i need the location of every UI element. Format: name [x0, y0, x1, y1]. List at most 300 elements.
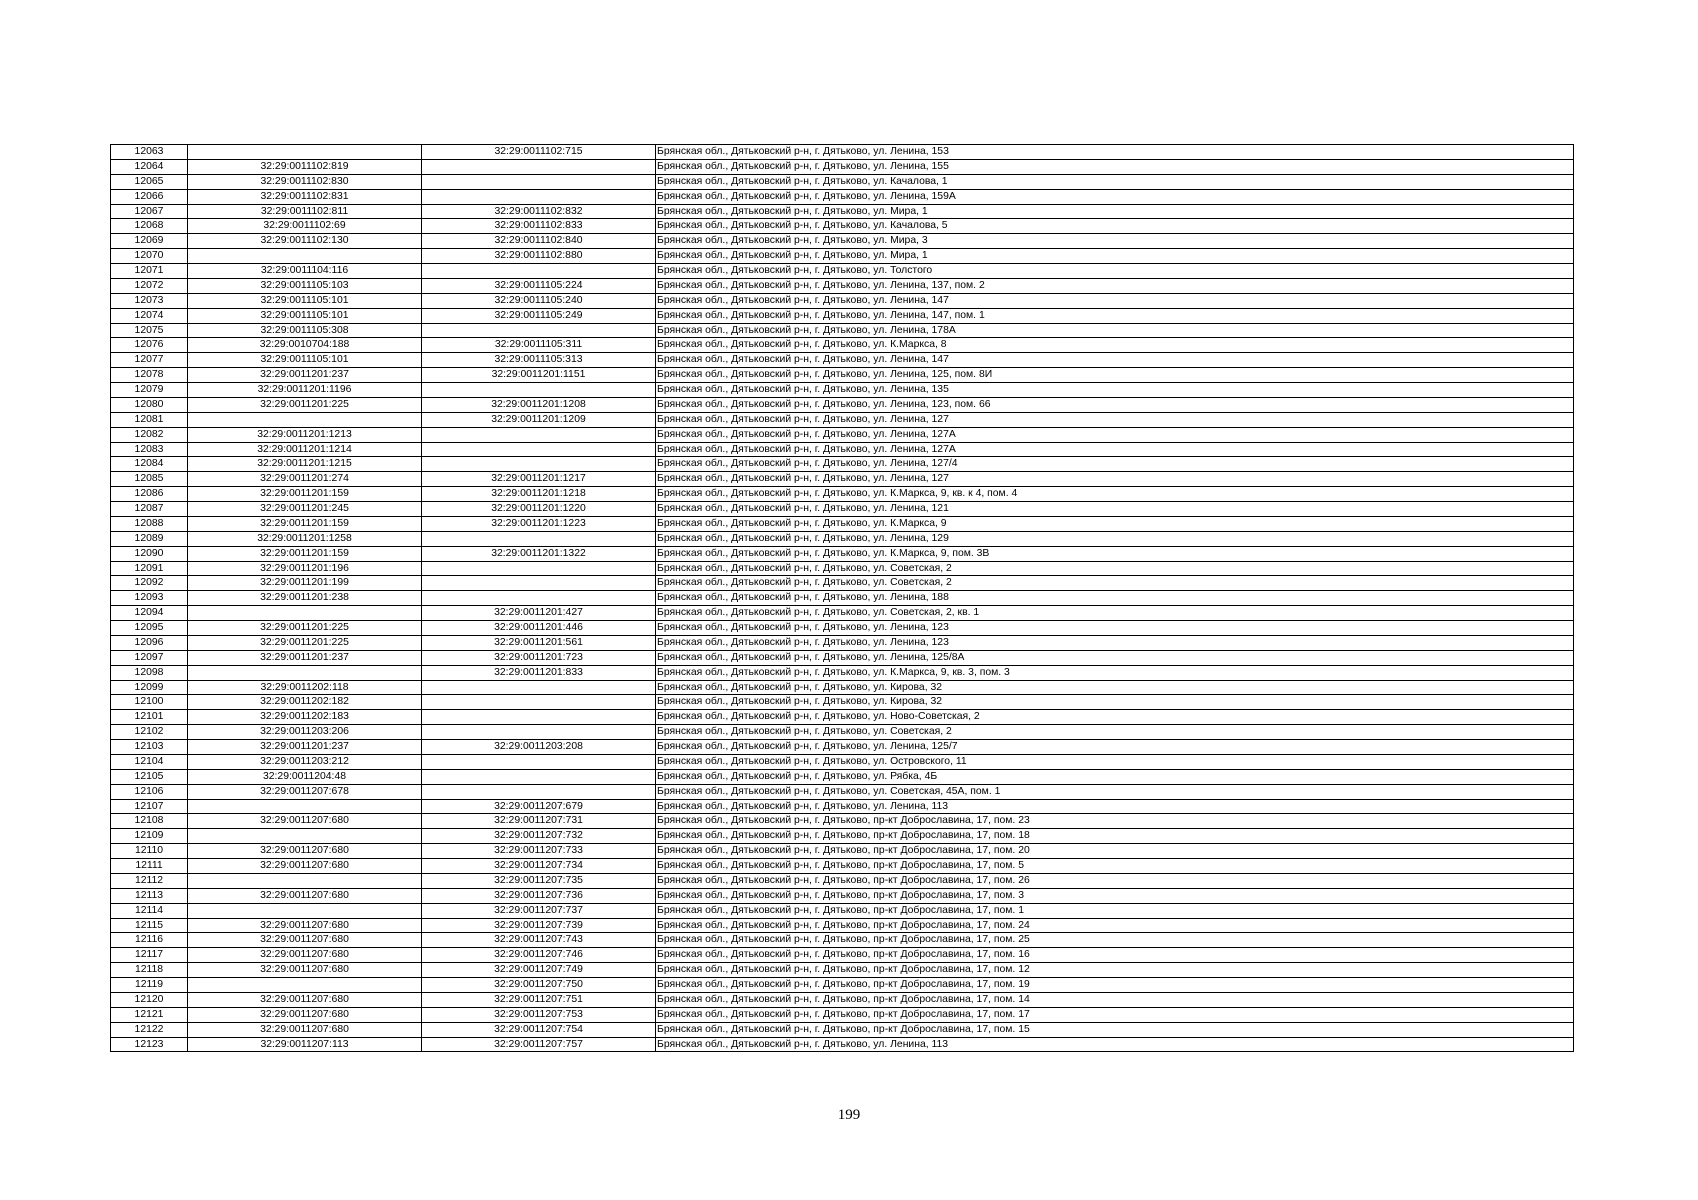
address-cell: Брянская обл., Дятьковский р-н, г. Дятьково, пр-кт Доброславина, 17, пом. 16	[656, 948, 1574, 963]
row-number-cell: 12089	[111, 531, 188, 546]
table-row	[111, 918, 1574, 933]
object-cadastral-number-cell: 32:29:0011201:833	[422, 665, 656, 680]
address-cell: Брянская обл., Дятьковский р-н, г. Дятьково, ул. Кирова, 32	[656, 680, 1574, 695]
cadastral-number-cell: 32:29:0011201:225	[188, 621, 422, 636]
row-number-cell: 12087	[111, 502, 188, 517]
address-cell: Брянская обл., Дятьковский р-н, г. Дятьково, пр-кт Доброславина, 17, пом. 3	[656, 888, 1574, 903]
cadastral-number-cell: 32:29:0011105:103	[188, 278, 422, 293]
table-row	[111, 249, 1574, 264]
table-row	[111, 1022, 1574, 1037]
address-cell: Брянская обл., Дятьковский р-н, г. Дятьково, ул. Кирова, 32	[656, 695, 1574, 710]
cadastral-number-cell: 32:29:0011207:680	[188, 948, 422, 963]
address-cell: Брянская обл., Дятьковский р-н, г. Дятьково, ул. Советская, 2, кв. 1	[656, 606, 1574, 621]
cadastral-number-cell	[188, 829, 422, 844]
table-row	[111, 948, 1574, 963]
row-number-cell: 12101	[111, 710, 188, 725]
address-cell: Брянская обл., Дятьковский р-н, г. Дятьково, ул. Ленина, 127А	[656, 442, 1574, 457]
cadastral-number-cell: 32:29:0011201:237	[188, 368, 422, 383]
object-cadastral-number-cell: 32:29:0011201:1322	[422, 546, 656, 561]
cadastral-number-cell	[188, 145, 422, 160]
cadastral-number-cell: 32:29:0011203:206	[188, 725, 422, 740]
address-cell: Брянская обл., Дятьковский р-н, г. Дятьково, ул. Советская, 2	[656, 561, 1574, 576]
row-number-cell: 12099	[111, 680, 188, 695]
cadastral-number-cell: 32:29:0011105:101	[188, 353, 422, 368]
row-number-cell: 12071	[111, 264, 188, 279]
row-number-cell: 12102	[111, 725, 188, 740]
object-cadastral-number-cell: 32:29:0011207:732	[422, 829, 656, 844]
cadastral-number-cell: 32:29:0011207:680	[188, 814, 422, 829]
row-number-cell: 12116	[111, 933, 188, 948]
table-row	[111, 189, 1574, 204]
address-cell: Брянская обл., Дятьковский р-н, г. Дятьково, ул. Ленина, 153	[656, 145, 1574, 160]
page-number: 199	[837, 1107, 861, 1123]
object-cadastral-number-cell: 32:29:0011201:1208	[422, 397, 656, 412]
address-cell: Брянская обл., Дятьковский р-н, г. Дятьково, ул. Мира, 1	[656, 249, 1574, 264]
cadastral-number-cell: 32:29:0011201:1213	[188, 427, 422, 442]
table-row	[111, 531, 1574, 546]
table-row	[111, 665, 1574, 680]
address-cell: Брянская обл., Дятьковский р-н, г. Дятьково, ул. Ленина, 127	[656, 472, 1574, 487]
cadastral-number-cell: 32:29:0011202:118	[188, 680, 422, 695]
address-cell: Брянская обл., Дятьковский р-н, г. Дятьково, ул. Ново-Советская, 2	[656, 710, 1574, 725]
address-cell: Брянская обл., Дятьковский р-н, г. Дятьково, ул. Ленина, 135	[656, 383, 1574, 398]
cadastral-number-cell: 32:29:0011102:130	[188, 234, 422, 249]
cadastral-number-cell: 32:29:0011201:159	[188, 487, 422, 502]
object-cadastral-number-cell	[422, 784, 656, 799]
row-number-cell: 12067	[111, 204, 188, 219]
object-cadastral-number-cell: 32:29:0011102:840	[422, 234, 656, 249]
row-number-cell: 12070	[111, 249, 188, 264]
address-cell: Брянская обл., Дятьковский р-н, г. Дятьково, ул. Ленина, 129	[656, 531, 1574, 546]
table-row	[111, 457, 1574, 472]
object-cadastral-number-cell: 32:29:0011207:749	[422, 963, 656, 978]
object-cadastral-number-cell	[422, 680, 656, 695]
table-row	[111, 159, 1574, 174]
table-row	[111, 992, 1574, 1007]
object-cadastral-number-cell: 32:29:0011207:739	[422, 918, 656, 933]
object-cadastral-number-cell	[422, 725, 656, 740]
cadastral-number-cell: 32:29:0011207:680	[188, 844, 422, 859]
cadastral-number-cell: 32:29:0011201:245	[188, 502, 422, 517]
row-number-cell: 12120	[111, 992, 188, 1007]
object-cadastral-number-cell	[422, 710, 656, 725]
address-cell: Брянская обл., Дятьковский р-н, г. Дятьково, пр-кт Доброславина, 17, пом. 23	[656, 814, 1574, 829]
address-cell: Брянская обл., Дятьковский р-н, г. Дятьково, ул. К.Маркса, 9, кв. 3, пом. 3	[656, 665, 1574, 680]
row-number-cell: 12066	[111, 189, 188, 204]
table-row	[111, 591, 1574, 606]
table-row	[111, 546, 1574, 561]
cadastral-number-cell: 32:29:0011207:680	[188, 888, 422, 903]
cadastral-number-cell: 32:29:0011207:680	[188, 963, 422, 978]
table-row	[111, 769, 1574, 784]
table-row	[111, 278, 1574, 293]
cadastral-number-cell: 32:29:0011201:225	[188, 397, 422, 412]
address-cell: Брянская обл., Дятьковский р-н, г. Дятьково, ул. Ленина, 188	[656, 591, 1574, 606]
row-number-cell: 12105	[111, 769, 188, 784]
object-cadastral-number-cell: 32:29:0011201:1151	[422, 368, 656, 383]
address-cell: Брянская обл., Дятьковский р-н, г. Дятьково, ул. Ленина, 147	[656, 353, 1574, 368]
row-number-cell: 12094	[111, 606, 188, 621]
table-row	[111, 145, 1574, 160]
address-cell: Брянская обл., Дятьковский р-н, г. Дятьково, пр-кт Доброславина, 17, пом. 14	[656, 992, 1574, 1007]
object-cadastral-number-cell	[422, 442, 656, 457]
address-cell: Брянская обл., Дятьковский р-н, г. Дятьково, ул. Ленина, 127А	[656, 427, 1574, 442]
row-number-cell: 12091	[111, 561, 188, 576]
object-cadastral-number-cell: 32:29:0011201:1220	[422, 502, 656, 517]
table-row	[111, 561, 1574, 576]
table-row	[111, 472, 1574, 487]
object-cadastral-number-cell: 32:29:0011201:446	[422, 621, 656, 636]
cadastral-number-cell: 32:29:0011201:274	[188, 472, 422, 487]
row-number-cell: 12095	[111, 621, 188, 636]
object-cadastral-number-cell: 32:29:0011207:734	[422, 859, 656, 874]
row-number-cell: 12078	[111, 368, 188, 383]
row-number-cell: 12109	[111, 829, 188, 844]
table-row	[111, 903, 1574, 918]
cadastral-number-cell	[188, 412, 422, 427]
address-cell: Брянская обл., Дятьковский р-н, г. Дятьково, ул. Ленина, 125/8А	[656, 650, 1574, 665]
row-number-cell: 12068	[111, 219, 188, 234]
table-row	[111, 754, 1574, 769]
table-row	[111, 1037, 1574, 1052]
table-row	[111, 576, 1574, 591]
cadastral-number-cell: 32:29:0011201:159	[188, 516, 422, 531]
cadastral-number-cell: 32:29:0011102:831	[188, 189, 422, 204]
object-cadastral-number-cell	[422, 561, 656, 576]
cadastral-number-cell: 32:29:0011102:69	[188, 219, 422, 234]
address-cell: Брянская обл., Дятьковский р-н, г. Дятьково, пр-кт Доброславина, 17, пом. 24	[656, 918, 1574, 933]
table-row	[111, 338, 1574, 353]
address-cell: Брянская обл., Дятьковский р-н, г. Дятьково, ул. Островского, 11	[656, 754, 1574, 769]
table-row	[111, 650, 1574, 665]
table-row	[111, 963, 1574, 978]
cadastral-number-cell: 32:29:0010704:188	[188, 338, 422, 353]
object-cadastral-number-cell: 32:29:0011207:731	[422, 814, 656, 829]
table-row	[111, 695, 1574, 710]
object-cadastral-number-cell	[422, 591, 656, 606]
row-number-cell: 12108	[111, 814, 188, 829]
cadastral-number-cell: 32:29:0011201:196	[188, 561, 422, 576]
table-row	[111, 621, 1574, 636]
cadastral-number-cell	[188, 799, 422, 814]
row-number-cell: 12080	[111, 397, 188, 412]
object-cadastral-number-cell: 32:29:0011207:746	[422, 948, 656, 963]
address-cell: Брянская обл., Дятьковский р-н, г. Дятьково, пр-кт Доброславина, 17, пом. 12	[656, 963, 1574, 978]
table-row	[111, 725, 1574, 740]
address-cell: Брянская обл., Дятьковский р-н, г. Дятьково, ул. Толстого	[656, 264, 1574, 279]
table-row	[111, 933, 1574, 948]
table-row	[111, 427, 1574, 442]
cadastral-number-cell: 32:29:0011201:159	[188, 546, 422, 561]
table-row	[111, 710, 1574, 725]
row-number-cell: 12069	[111, 234, 188, 249]
address-cell: Брянская обл., Дятьковский р-н, г. Дятьково, ул. Ленина, 113	[656, 1037, 1574, 1052]
object-cadastral-number-cell	[422, 457, 656, 472]
table-row	[111, 680, 1574, 695]
table-row	[111, 234, 1574, 249]
table-row	[111, 323, 1574, 338]
object-cadastral-number-cell: 32:29:0011201:1218	[422, 487, 656, 502]
table-row	[111, 799, 1574, 814]
table-row	[111, 502, 1574, 517]
address-cell: Брянская обл., Дятьковский р-н, г. Дятьково, ул. Рябка, 4Б	[656, 769, 1574, 784]
address-cell: Брянская обл., Дятьковский р-н, г. Дятьково, ул. Советская, 45А, пом. 1	[656, 784, 1574, 799]
object-cadastral-number-cell: 32:29:0011207:753	[422, 1007, 656, 1022]
address-cell: Брянская обл., Дятьковский р-н, г. Дятьково, ул. Ленина, 127/4	[656, 457, 1574, 472]
table-row	[111, 353, 1574, 368]
cadastral-number-cell: 32:29:0011105:101	[188, 308, 422, 323]
cadastral-number-cell: 32:29:0011201:225	[188, 635, 422, 650]
table-row	[111, 829, 1574, 844]
object-cadastral-number-cell: 32:29:0011201:1209	[422, 412, 656, 427]
table-row	[111, 204, 1574, 219]
object-cadastral-number-cell	[422, 769, 656, 784]
address-cell: Брянская обл., Дятьковский р-н, г. Дятьково, ул. К.Маркса, 8	[656, 338, 1574, 353]
row-number-cell: 12104	[111, 754, 188, 769]
object-cadastral-number-cell	[422, 576, 656, 591]
row-number-cell: 12082	[111, 427, 188, 442]
address-cell: Брянская обл., Дятьковский р-н, г. Дятьково, пр-кт Доброславина, 17, пом. 19	[656, 978, 1574, 993]
object-cadastral-number-cell: 32:29:0011102:833	[422, 219, 656, 234]
address-cell: Брянская обл., Дятьковский р-н, г. Дятьково, пр-кт Доброславина, 17, пом. 1	[656, 903, 1574, 918]
object-cadastral-number-cell: 32:29:0011102:832	[422, 204, 656, 219]
object-cadastral-number-cell: 32:29:0011207:751	[422, 992, 656, 1007]
table-row	[111, 368, 1574, 383]
cadastral-number-cell	[188, 903, 422, 918]
object-cadastral-number-cell: 32:29:0011207:735	[422, 873, 656, 888]
cadastral-number-cell: 32:29:0011207:678	[188, 784, 422, 799]
object-cadastral-number-cell: 32:29:0011207:754	[422, 1022, 656, 1037]
cadastral-number-cell: 32:29:0011207:680	[188, 918, 422, 933]
object-cadastral-number-cell: 32:29:0011105:240	[422, 293, 656, 308]
cadastral-number-cell: 32:29:0011207:680	[188, 992, 422, 1007]
address-cell: Брянская обл., Дятьковский р-н, г. Дятьково, ул. Ленина, 123	[656, 635, 1574, 650]
row-number-cell: 12077	[111, 353, 188, 368]
row-number-cell: 12115	[111, 918, 188, 933]
address-cell: Брянская обл., Дятьковский р-н, г. Дятьково, пр-кт Доброславина, 17, пом. 25	[656, 933, 1574, 948]
cadastral-number-cell: 32:29:0011102:819	[188, 159, 422, 174]
address-cell: Брянская обл., Дятьковский р-н, г. Дятьково, ул. Ленина, 121	[656, 502, 1574, 517]
table-row	[111, 859, 1574, 874]
row-number-cell: 12100	[111, 695, 188, 710]
row-number-cell: 12113	[111, 888, 188, 903]
table-row	[111, 888, 1574, 903]
address-cell: Брянская обл., Дятьковский р-н, г. Дятьково, ул. Ленина, 159А	[656, 189, 1574, 204]
address-cell: Брянская обл., Дятьковский р-н, г. Дятьково, ул. Ленина, 178А	[656, 323, 1574, 338]
row-number-cell: 12072	[111, 278, 188, 293]
table-row	[111, 740, 1574, 755]
object-cadastral-number-cell: 32:29:0011201:1217	[422, 472, 656, 487]
cadastral-number-cell: 32:29:0011202:183	[188, 710, 422, 725]
table-row	[111, 784, 1574, 799]
row-number-cell: 12098	[111, 665, 188, 680]
object-cadastral-number-cell: 32:29:0011201:427	[422, 606, 656, 621]
table-row	[111, 814, 1574, 829]
row-number-cell: 12084	[111, 457, 188, 472]
row-number-cell: 12103	[111, 740, 188, 755]
row-number-cell: 12118	[111, 963, 188, 978]
address-cell: Брянская обл., Дятьковский р-н, г. Дятьково, ул. Ленина, 127	[656, 412, 1574, 427]
object-cadastral-number-cell: 32:29:0011105:224	[422, 278, 656, 293]
object-cadastral-number-cell	[422, 695, 656, 710]
cadastral-number-cell: 32:29:0011104:116	[188, 264, 422, 279]
row-number-cell: 12114	[111, 903, 188, 918]
address-cell: Брянская обл., Дятьковский р-н, г. Дятьково, ул. Ленина, 155	[656, 159, 1574, 174]
address-cell: Брянская обл., Дятьковский р-н, г. Дятьково, пр-кт Доброславина, 17, пом. 18	[656, 829, 1574, 844]
cadastral-number-cell	[188, 606, 422, 621]
row-number-cell: 12117	[111, 948, 188, 963]
row-number-cell: 12086	[111, 487, 188, 502]
cadastral-number-cell	[188, 249, 422, 264]
cadastral-number-cell: 32:29:0011203:212	[188, 754, 422, 769]
table-row	[111, 442, 1574, 457]
object-cadastral-number-cell: 32:29:0011203:208	[422, 740, 656, 755]
object-cadastral-number-cell	[422, 264, 656, 279]
row-number-cell: 12079	[111, 383, 188, 398]
row-number-cell: 12085	[111, 472, 188, 487]
cadastral-number-cell: 32:29:0011102:830	[188, 174, 422, 189]
cadastral-number-cell: 32:29:0011202:182	[188, 695, 422, 710]
cadastral-table	[110, 144, 1574, 1052]
object-cadastral-number-cell: 32:29:0011207:733	[422, 844, 656, 859]
row-number-cell: 12081	[111, 412, 188, 427]
cadastral-number-cell: 32:29:0011105:308	[188, 323, 422, 338]
cadastral-number-cell: 32:29:0011102:811	[188, 204, 422, 219]
address-cell: Брянская обл., Дятьковский р-н, г. Дятьково, пр-кт Доброславина, 17, пом. 26	[656, 873, 1574, 888]
object-cadastral-number-cell	[422, 159, 656, 174]
address-cell: Брянская обл., Дятьковский р-н, г. Дятьково, пр-кт Доброславина, 17, пом. 20	[656, 844, 1574, 859]
table-row	[111, 635, 1574, 650]
cadastral-number-cell: 32:29:0011201:1214	[188, 442, 422, 457]
object-cadastral-number-cell: 32:29:0011201:723	[422, 650, 656, 665]
row-number-cell: 12083	[111, 442, 188, 457]
row-number-cell: 12122	[111, 1022, 188, 1037]
cadastral-number-cell: 32:29:0011207:680	[188, 933, 422, 948]
address-cell: Брянская обл., Дятьковский р-н, г. Дятьково, ул. Мира, 3	[656, 234, 1574, 249]
row-number-cell: 12093	[111, 591, 188, 606]
address-cell: Брянская обл., Дятьковский р-н, г. Дятьково, ул. Ленина, 137, пом. 2	[656, 278, 1574, 293]
table-row	[111, 308, 1574, 323]
row-number-cell: 12065	[111, 174, 188, 189]
row-number-cell: 12119	[111, 978, 188, 993]
cadastral-number-cell: 32:29:0011201:238	[188, 591, 422, 606]
table-row	[111, 606, 1574, 621]
cadastral-number-cell	[188, 665, 422, 680]
row-number-cell: 12121	[111, 1007, 188, 1022]
row-number-cell: 12090	[111, 546, 188, 561]
address-cell: Брянская обл., Дятьковский р-н, г. Дятьково, ул. Ленина, 125/7	[656, 740, 1574, 755]
object-cadastral-number-cell: 32:29:0011105:311	[422, 338, 656, 353]
address-cell: Брянская обл., Дятьковский р-н, г. Дятьково, пр-кт Доброславина, 17, пом. 17	[656, 1007, 1574, 1022]
row-number-cell: 12123	[111, 1037, 188, 1052]
cadastral-number-cell	[188, 978, 422, 993]
table-body	[111, 145, 1574, 1052]
cadastral-number-cell: 32:29:0011105:101	[188, 293, 422, 308]
row-number-cell: 12076	[111, 338, 188, 353]
object-cadastral-number-cell: 32:29:0011207:750	[422, 978, 656, 993]
table-row	[111, 174, 1574, 189]
address-cell: Брянская обл., Дятьковский р-н, г. Дятьково, ул. Качалова, 1	[656, 174, 1574, 189]
cadastral-number-cell: 32:29:0011201:199	[188, 576, 422, 591]
row-number-cell: 12096	[111, 635, 188, 650]
row-number-cell: 12063	[111, 145, 188, 160]
address-cell: Брянская обл., Дятьковский р-н, г. Дятьково, ул. Ленина, 123, пом. 66	[656, 397, 1574, 412]
object-cadastral-number-cell: 32:29:0011207:679	[422, 799, 656, 814]
address-cell: Брянская обл., Дятьковский р-н, г. Дятьково, пр-кт Доброславина, 17, пом. 5	[656, 859, 1574, 874]
table-row	[111, 219, 1574, 234]
cadastral-number-cell	[188, 873, 422, 888]
object-cadastral-number-cell: 32:29:0011207:737	[422, 903, 656, 918]
object-cadastral-number-cell: 32:29:0011201:561	[422, 635, 656, 650]
cadastral-number-cell: 32:29:0011201:1196	[188, 383, 422, 398]
object-cadastral-number-cell	[422, 427, 656, 442]
object-cadastral-number-cell: 32:29:0011102:715	[422, 145, 656, 160]
address-cell: Брянская обл., Дятьковский р-н, г. Дятьково, ул. Мира, 1	[656, 204, 1574, 219]
object-cadastral-number-cell: 32:29:0011105:313	[422, 353, 656, 368]
row-number-cell: 12111	[111, 859, 188, 874]
row-number-cell: 12088	[111, 516, 188, 531]
row-number-cell: 12107	[111, 799, 188, 814]
row-number-cell: 12092	[111, 576, 188, 591]
row-number-cell: 12073	[111, 293, 188, 308]
address-cell: Брянская обл., Дятьковский р-н, г. Дятьково, ул. Ленина, 123	[656, 621, 1574, 636]
address-cell: Брянская обл., Дятьковский р-н, г. Дятьково, ул. Ленина, 147, пом. 1	[656, 308, 1574, 323]
table-row	[111, 412, 1574, 427]
object-cadastral-number-cell: 32:29:0011102:880	[422, 249, 656, 264]
table-row	[111, 516, 1574, 531]
cadastral-number-cell: 32:29:0011207:680	[188, 1007, 422, 1022]
row-number-cell: 12106	[111, 784, 188, 799]
object-cadastral-number-cell	[422, 323, 656, 338]
table-row	[111, 293, 1574, 308]
address-cell: Брянская обл., Дятьковский р-н, г. Дятьково, ул. К.Маркса, 9, кв. к 4, пом. 4	[656, 487, 1574, 502]
table-row	[111, 873, 1574, 888]
row-number-cell: 12074	[111, 308, 188, 323]
cadastral-number-cell: 32:29:0011207:680	[188, 859, 422, 874]
cadastral-number-cell: 32:29:0011201:237	[188, 650, 422, 665]
table-row	[111, 844, 1574, 859]
object-cadastral-number-cell	[422, 174, 656, 189]
cadastral-number-cell: 32:29:0011207:680	[188, 1022, 422, 1037]
table-row	[111, 397, 1574, 412]
cadastral-number-cell: 32:29:0011204:48	[188, 769, 422, 784]
table-row	[111, 1007, 1574, 1022]
address-cell: Брянская обл., Дятьковский р-н, г. Дятьково, ул. Советская, 2	[656, 576, 1574, 591]
table-row	[111, 383, 1574, 398]
table-row	[111, 487, 1574, 502]
row-number-cell: 12097	[111, 650, 188, 665]
cadastral-number-cell: 32:29:0011201:1215	[188, 457, 422, 472]
object-cadastral-number-cell: 32:29:0011207:736	[422, 888, 656, 903]
address-cell: Брянская обл., Дятьковский р-н, г. Дятьково, ул. К.Маркса, 9, пом. 3В	[656, 546, 1574, 561]
object-cadastral-number-cell	[422, 189, 656, 204]
address-cell: Брянская обл., Дятьковский р-н, г. Дятьково, ул. Советская, 2	[656, 725, 1574, 740]
address-cell: Брянская обл., Дятьковский р-н, г. Дятьково, ул. К.Маркса, 9	[656, 516, 1574, 531]
table-row	[111, 264, 1574, 279]
cadastral-number-cell: 32:29:0011201:1258	[188, 531, 422, 546]
object-cadastral-number-cell	[422, 754, 656, 769]
object-cadastral-number-cell	[422, 531, 656, 546]
object-cadastral-number-cell: 32:29:0011207:743	[422, 933, 656, 948]
object-cadastral-number-cell	[422, 383, 656, 398]
address-cell: Брянская обл., Дятьковский р-н, г. Дятьково, ул. Ленина, 147	[656, 293, 1574, 308]
row-number-cell: 12112	[111, 873, 188, 888]
cadastral-number-cell: 32:29:0011201:237	[188, 740, 422, 755]
row-number-cell: 12110	[111, 844, 188, 859]
address-cell: Брянская обл., Дятьковский р-н, г. Дятьково, ул. Качалова, 5	[656, 219, 1574, 234]
row-number-cell: 12075	[111, 323, 188, 338]
row-number-cell: 12064	[111, 159, 188, 174]
